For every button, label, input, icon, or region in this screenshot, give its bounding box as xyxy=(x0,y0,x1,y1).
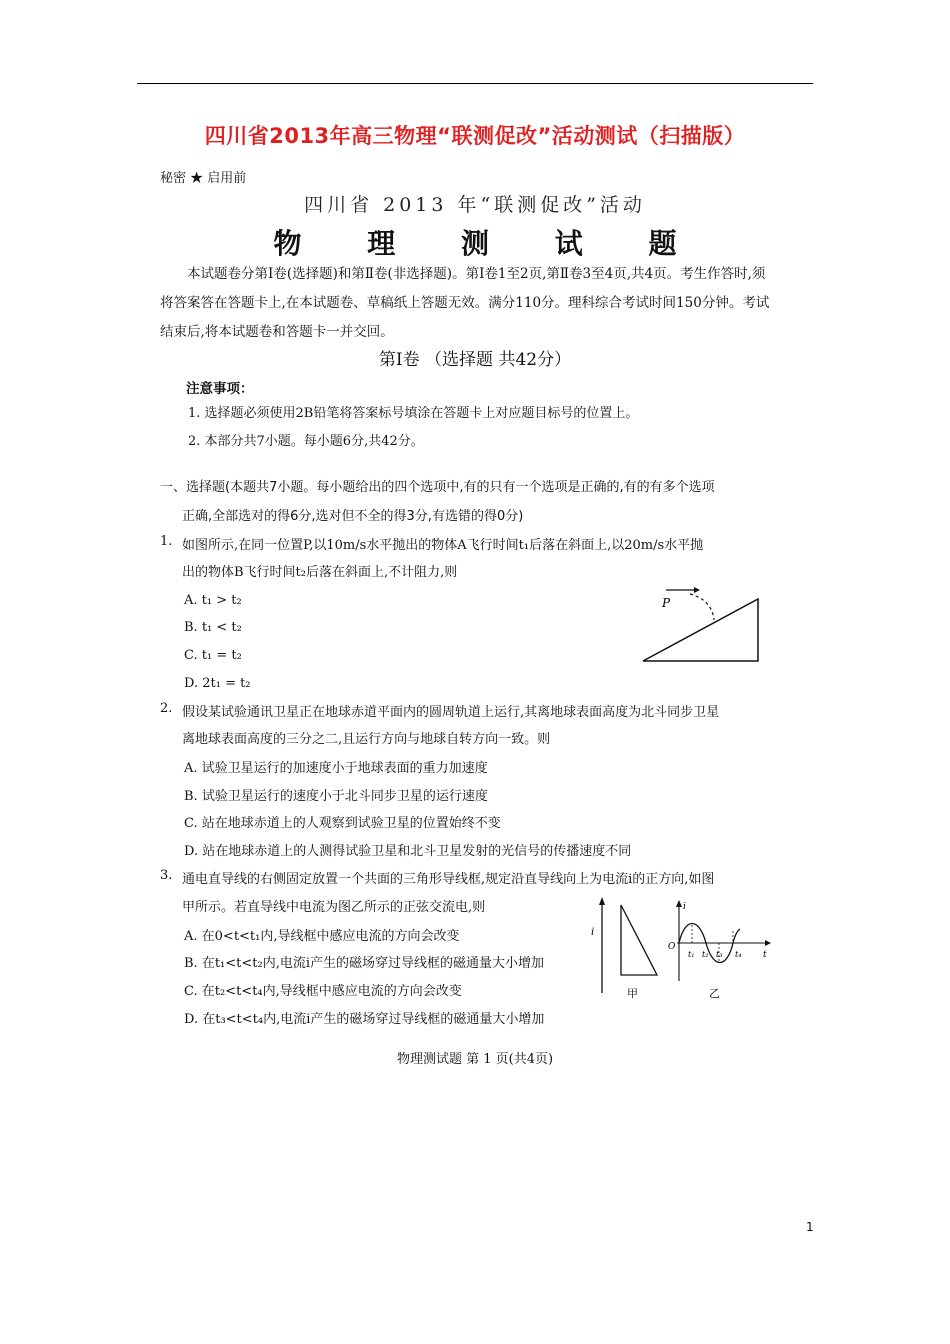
option: B. 在t₁<t<t₂内,电流i产生的磁场穿过导线框的磁通量大小增加 xyxy=(184,956,544,971)
axis-t-label: t xyxy=(763,950,767,960)
option: B. t₁ < t₂ xyxy=(184,620,242,635)
axis-i-label: i xyxy=(683,902,686,912)
option: C. 在t₂<t<t₄内,导线框中感应电流的方向会改变 xyxy=(184,984,462,999)
option: B. 试验卫星运行的速度小于北斗同步卫星的运行速度 xyxy=(184,789,488,804)
time-axis-arrow xyxy=(765,940,771,946)
figure-a-caption: 甲 xyxy=(627,987,638,1000)
figure-b-caption: 乙 xyxy=(709,987,720,1000)
tick-label-t3: t₃ xyxy=(716,950,723,959)
option: C. 站在地球赤道上的人观察到试验卫星的位置始终不变 xyxy=(184,816,501,831)
incline-triangle xyxy=(643,599,758,661)
part-one-heading xyxy=(160,473,770,531)
question-line: 甲所示。若直导线中电流为图乙所示的正弦交流电,则 xyxy=(182,900,486,915)
document-title: 四川省2013年高三物理“联测促改”活动测试（扫描版） xyxy=(204,124,746,148)
option: D. 站在地球赤道上的人测得试验卫星和北斗卫星发射的光信号的传播速度不同 xyxy=(184,844,632,859)
question-line: 如图所示,在同一位置P,以10m/s水平抛出的物体A飞行时间t₁后落在斜面上,以20m/s水平抛 xyxy=(182,538,704,553)
question-line: 离地球表面高度的三分之二,且运行方向与地球自转方向一致。则 xyxy=(182,732,551,747)
section-heading: 第Ⅰ卷 （选择题 共42分） xyxy=(378,350,572,370)
option: D. 在t₃<t<t₄内,电流i产生的磁场穿过导线框的磁通量大小增加 xyxy=(184,1012,545,1027)
incline-figure xyxy=(638,582,768,668)
option: A. t₁ > t₂ xyxy=(184,593,242,608)
wire-arrow-head xyxy=(599,897,605,905)
option: A. 在0<t<t₁内,导线框中感应电流的方向会改变 xyxy=(184,929,460,944)
question-number: 2. xyxy=(160,701,173,716)
trajectory-dashed xyxy=(690,594,714,620)
page-number: 1 xyxy=(806,1220,814,1234)
header-rule xyxy=(137,83,813,84)
secret-label: 秘密 ★ 启用前 xyxy=(160,171,247,186)
intro-paragraph: 本试题卷分第Ⅰ卷(选择题)和第Ⅱ卷(非选择题)。第Ⅰ卷1至2页,第Ⅱ卷3至4页,共4页。考生作答时,须将答案答在答题卡上,在本试题卷、草稿纸上答题无效。满分110分。理科综合考试时间150分钟。考试结束后,将本试题卷和答题卡一并交回。 xyxy=(160,266,770,340)
current-axis-arrow xyxy=(676,900,682,907)
part-one-line: 正确,全部选对的得6分,选对但不全的得3分,有选错的得0分) xyxy=(182,509,524,524)
wire-current-label: i xyxy=(591,927,595,938)
arrow-head xyxy=(694,587,700,593)
tick-label-t4: t₄ xyxy=(735,950,742,959)
note-item: 1. 选择题必须使用2B铅笔将答案标号填涂在答题卡上对应题目标号的位置上。 xyxy=(188,406,639,421)
part-one-line: 一、选择题(本题共7小题。每小题给出的四个选项中,有的只有一个选项是正确的,有的有多个选项 xyxy=(160,480,715,495)
note-item: 2. 本部分共7小题。每小题6分,共42分。 xyxy=(188,434,424,449)
question-number: 3. xyxy=(160,868,173,883)
option: C. t₁ = t₂ xyxy=(184,648,242,663)
circuit-figures xyxy=(585,895,775,1005)
option: D. 2t₁ = t₂ xyxy=(184,676,251,691)
question-line: 假设某试验通讯卫星正在地球赤道平面内的圆周轨道上运行,其离地球表面高度为北斗同步卫星 xyxy=(182,705,720,720)
notes-heading: 注意事项： xyxy=(186,381,254,397)
exam-subtitle: 四川省 2013 年“联测促改”活动 xyxy=(304,194,646,216)
triangle-loop xyxy=(621,905,657,975)
page-footer: 物理测试题 第 1 页(共4页) xyxy=(396,1052,554,1067)
tick-label-t1: t₁ xyxy=(688,950,695,959)
exam-title: 物 理 测 试 题 xyxy=(273,227,705,260)
question-number: 1. xyxy=(160,534,173,549)
option: A. 试验卫星运行的加速度小于地球表面的重力加速度 xyxy=(184,761,488,776)
question-line: 出的物体B飞行时间t₂后落在斜面上,不计阻力,则 xyxy=(182,565,458,580)
tick-label-t2: t₂ xyxy=(702,950,709,959)
question-line: 通电直导线的右侧固定放置一个共面的三角形导线框,规定沿直导线向上为电流i的正方向,如图 xyxy=(182,872,715,887)
point-p-label: P xyxy=(662,596,671,610)
origin-label: O xyxy=(668,942,676,952)
